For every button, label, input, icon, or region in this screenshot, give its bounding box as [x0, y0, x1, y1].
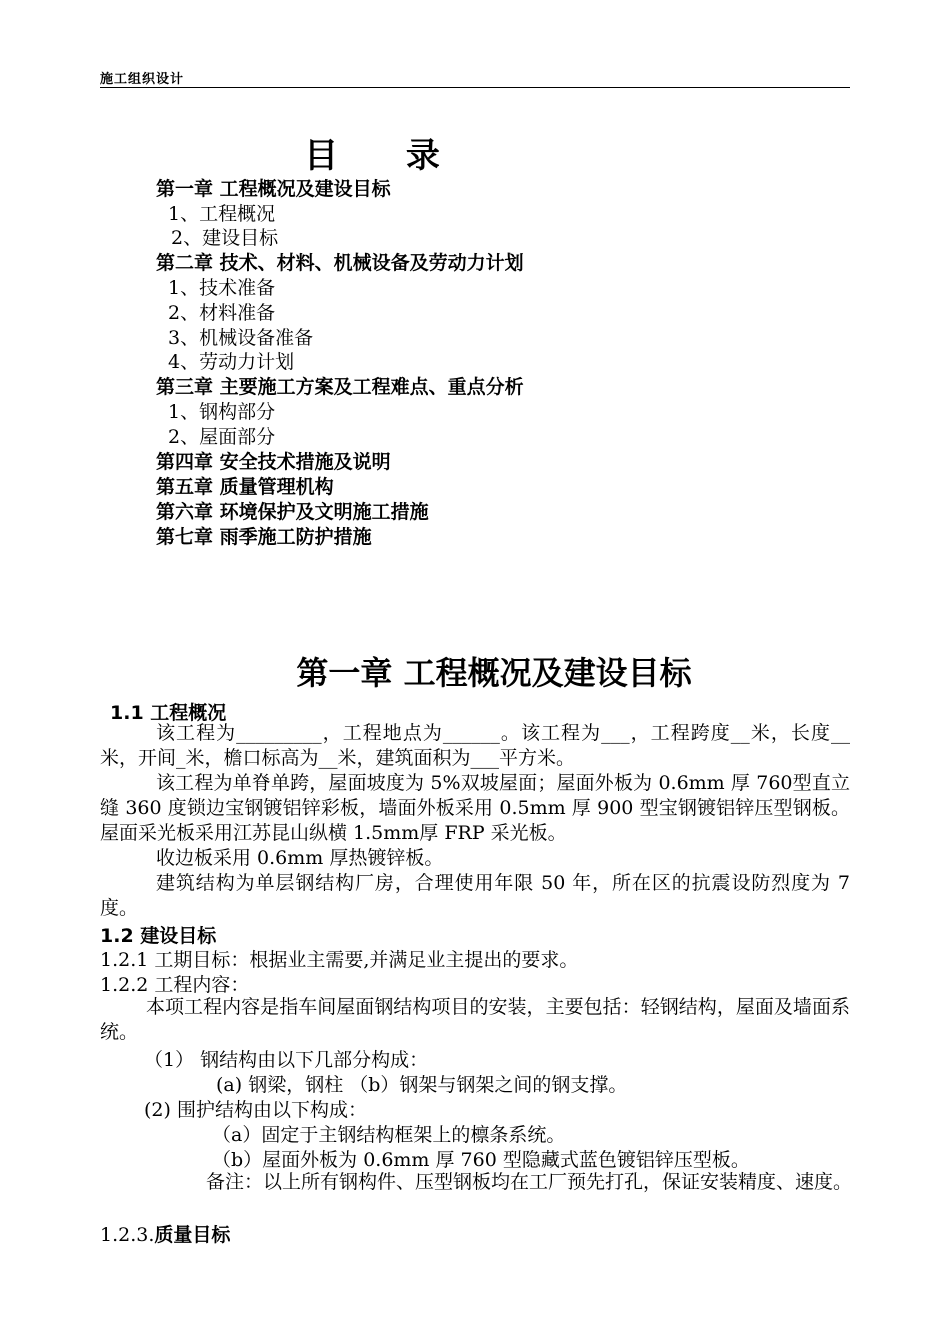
paragraph-roof: 该工程为单脊单跨，屋面坡度为 5%双坡屋面；屋面外板为 0.6mm 厚 760型直立缝 360 度锁边宝钢镀铝锌彩板，墙面外板采用 0.5mm 厚 900 型宝钢镀铝锌压型钢板。屋面采光板采用江苏昆山纵横 1.5mm厚 FRP 采光板。: [100, 772, 850, 844]
toc-item: 4、劳动力计划: [168, 351, 295, 373]
paragraph-scope: 本项工程内容是指车间屋面钢结构项目的安装，主要包括：轻钢结构，屋面及墙面系统。: [100, 996, 850, 1043]
paragraph-edge-board: 收边板采用 0.6mm 厚热镀锌板。: [156, 847, 444, 869]
paragraph-structure: 建筑结构为单层钢结构厂房，合理使用年限 50 年，所在区的抗震设防烈度为 7 度。: [100, 872, 850, 919]
toc-chapter-2: 第二章 技术、材料、机械设备及劳动力计划: [156, 252, 524, 274]
toc-title: 目 录: [304, 136, 468, 176]
list-item-1a: (a) 钢梁，钢柱 （b）钢架与钢架之间的钢支撑。: [216, 1074, 628, 1096]
list-item-1: （1） 钢结构由以下几部分构成：: [144, 1049, 429, 1071]
toc-chapter-6: 第六章 环境保护及文明施工措施: [156, 501, 429, 523]
toc-chapter-3: 第三章 主要施工方案及工程难点、重点分析: [156, 376, 524, 398]
section-1-1-title: 1.1 工程概况: [110, 702, 227, 724]
list-item-2a: （a）固定于主钢结构框架上的檩条系统。: [212, 1124, 566, 1146]
section-1-2-title: 1.2 建设目标: [100, 925, 217, 947]
toc-chapter-7: 第七章 雨季施工防护措施: [156, 526, 372, 548]
section-1-2-3-number: 1.2.3.: [100, 1224, 155, 1246]
section-1-2-3-label: 质量目标: [154, 1224, 231, 1246]
toc-item: 2、建设目标: [171, 227, 279, 249]
header-divider: [100, 87, 850, 88]
toc-chapter-1: 第一章 工程概况及建设目标: [156, 178, 391, 200]
toc-item: 1、工程概况: [168, 203, 276, 225]
section-1-2-2: 1.2.2 工程内容：: [100, 974, 250, 996]
section-1-2-3: [100, 1220, 230, 1247]
toc-chapter-5: 第五章 质量管理机构: [156, 476, 334, 498]
toc-item: 3、机械设备准备: [168, 327, 314, 349]
toc-item: 2、材料准备: [168, 302, 276, 324]
toc-chapter-4: 第四章 安全技术措施及说明: [156, 451, 391, 473]
page-header-title: 施工组织设计: [100, 72, 185, 87]
section-1-2-1: 1.2.1 工期目标：根据业主需要,并满足业主提出的要求。: [100, 949, 579, 971]
paragraph-note: 备注：以上所有钢构件、压型钢板均在工厂预先打孔，保证安装精度、速度。: [206, 1171, 853, 1193]
paragraph-overview: 该工程为_________，工程地点为______。该工程为___，工程跨度__米，长度__米，开间_米，檐口标高为__米，建筑面积为___平方米。: [100, 722, 850, 769]
toc-item: 1、技术准备: [168, 277, 276, 299]
chapter-1-title: 第一章 工程概况及建设目标: [296, 654, 692, 692]
list-item-2b: （b）屋面外板为 0.6mm 厚 760 型隐藏式蓝色镀铝锌压型板。: [212, 1149, 750, 1171]
toc-item: 1、钢构部分: [168, 401, 276, 423]
list-item-2: (2) 围护结构由以下构成：: [144, 1099, 367, 1121]
toc-item: 2、屋面部分: [168, 426, 276, 448]
